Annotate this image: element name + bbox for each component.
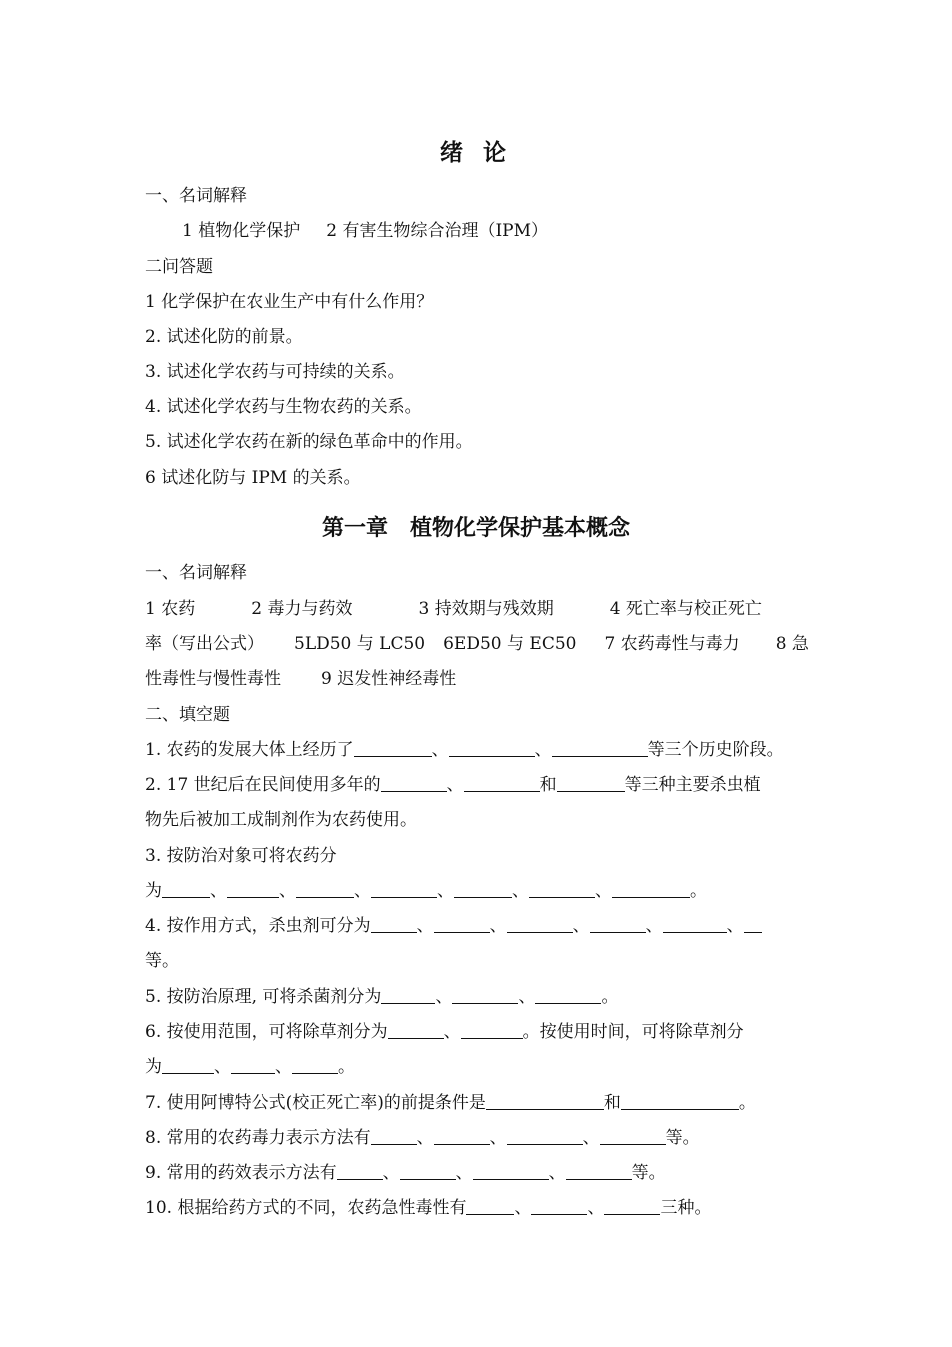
answer-blank[interactable] [231, 1057, 275, 1074]
answer-blank[interactable] [292, 1057, 338, 1074]
answer-blank[interactable] [557, 775, 625, 792]
answer-blank[interactable] [162, 1057, 214, 1074]
answer-blank[interactable] [434, 916, 490, 933]
fill-question-2-cont: 物先后被加工成制剂作为农药使用。 [145, 810, 417, 830]
answer-blank[interactable] [227, 881, 279, 898]
intro-question: 3. 试述化学农药与可持续的关系。 [145, 362, 405, 382]
intro-question: 4. 试述化学农药与生物农药的关系。 [145, 397, 422, 417]
fill-question-4-cont: 等。 [145, 951, 179, 971]
answer-blank[interactable] [449, 740, 535, 757]
fill-question-7: 7. 使用阿博特公式(校正死亡率)的前提条件是 和 。 [145, 1093, 756, 1113]
answer-blank[interactable] [663, 916, 727, 933]
answer-blank[interactable] [486, 1093, 604, 1110]
answer-blank[interactable] [464, 775, 540, 792]
answer-blank[interactable] [354, 740, 432, 757]
answer-blank[interactable] [337, 1163, 383, 1180]
answer-blank[interactable] [604, 1198, 660, 1215]
term-item: 8 急 [775, 634, 809, 654]
intro-question: 5. 试述化学农药在新的绿色革命中的作用。 [145, 432, 473, 452]
term-item: 7 农药毒性与毒力 [604, 634, 740, 654]
term-item: 率（写出公式） [145, 634, 264, 654]
answer-blank[interactable] [552, 740, 648, 757]
fill-question-5: 5. 按防治原理, 可将杀菌剂分为 、 、 。 [145, 987, 619, 1007]
fill-question-6: 6. 按使用范围，可将除草剂分为 、 。按使用时间，可将除草剂分 [145, 1022, 744, 1042]
answer-blank[interactable] [473, 1163, 549, 1180]
answer-blank[interactable] [388, 1022, 444, 1039]
term-item: 2 毒力与药效 [251, 599, 353, 619]
answer-blank[interactable] [566, 1163, 632, 1180]
answer-blank[interactable] [452, 987, 518, 1004]
term-item: 4 死亡率与校正死亡 [609, 599, 762, 619]
term-item: 3 持效期与残效期 [418, 599, 554, 619]
answer-blank[interactable] [371, 881, 437, 898]
answer-blank[interactable] [535, 987, 601, 1004]
answer-blank[interactable] [296, 881, 354, 898]
term-item: 5LD50 与 LC50 [294, 634, 426, 654]
intro-title: 绪 论 [439, 139, 512, 166]
fill-question-8: 8. 常用的农药毒力表示方法有 、 、 、 等。 [145, 1128, 700, 1148]
intro-term: 2 有害生物综合治理（IPM） [326, 221, 549, 241]
intro-question: 1 化学保护在农业生产中有什么作用？ [145, 292, 434, 312]
fill-question-10: 10. 根据给药方式的不同，农药急性毒性有 、 、 三种。 [145, 1198, 712, 1218]
answer-blank[interactable] [621, 1093, 739, 1110]
answer-blank[interactable] [162, 881, 210, 898]
term-item: 性毒性与慢性毒性 [145, 669, 281, 689]
chapter1-terms-line [145, 598, 815, 620]
answer-blank[interactable] [466, 1198, 514, 1215]
answer-blank[interactable] [507, 1128, 583, 1145]
answer-blank[interactable] [529, 881, 595, 898]
answer-blank[interactable] [454, 881, 512, 898]
chapter1-section-terms-heading: 一、名词解释 [145, 563, 247, 583]
answer-blank[interactable] [434, 1128, 490, 1145]
term-item: 9 迟发性神经毒性 [321, 669, 457, 689]
fill-question-2: 2. 17 世纪后在民间使用多年的 、 和 等三种主要杀虫植 [145, 775, 761, 795]
chapter1-terms-line [145, 668, 815, 690]
answer-blank[interactable] [371, 1128, 417, 1145]
fill-question-9: 9. 常用的药效表示方法有 、 、 、 等。 [145, 1163, 666, 1183]
chapter1-title: 第一章 植物化学保护基本概念 [321, 515, 630, 541]
answer-blank[interactable] [371, 916, 417, 933]
answer-blank[interactable] [507, 916, 573, 933]
intro-section-questions-heading: 二问答题 [145, 257, 213, 277]
fill-question-1: 1. 农药的发展大体上经历了 、 、 等三个历史阶段。 [145, 740, 784, 760]
answer-blank[interactable] [400, 1163, 456, 1180]
answer-blank[interactable] [461, 1022, 523, 1039]
fill-question-6-cont: 为 、 、 。 [145, 1057, 355, 1077]
answer-blank[interactable] [381, 987, 435, 1004]
fill-question-4: 4. 按作用方式，杀虫剂可分为 、 、 、 、 、 [145, 915, 815, 937]
answer-blank[interactable] [590, 916, 646, 933]
fill-question-3: 3. 按防治对象可将农药分 [145, 846, 337, 866]
intro-question: 6 试述化防与 IPM 的关系。 [145, 468, 361, 488]
intro-section-terms-heading: 一、名词解释 [145, 186, 247, 206]
answer-blank[interactable] [744, 916, 762, 933]
answer-blank[interactable] [600, 1128, 666, 1145]
answer-blank[interactable] [531, 1198, 587, 1215]
intro-question: 2. 试述化防的前景。 [145, 327, 303, 347]
chapter1-section-fill-heading: 二、填空题 [145, 705, 230, 725]
term-item: 1 农药 [145, 599, 196, 619]
answer-blank[interactable] [381, 775, 447, 792]
chapter1-terms-line [145, 633, 815, 655]
intro-terms-line [182, 220, 852, 242]
intro-term: 1 植物化学保护 [182, 221, 301, 241]
answer-blank[interactable] [612, 881, 690, 898]
term-item: 6ED50 与 EC50 [443, 634, 577, 654]
fill-question-3-cont: 为 、 、 、 、 、 、 。 [145, 881, 707, 901]
